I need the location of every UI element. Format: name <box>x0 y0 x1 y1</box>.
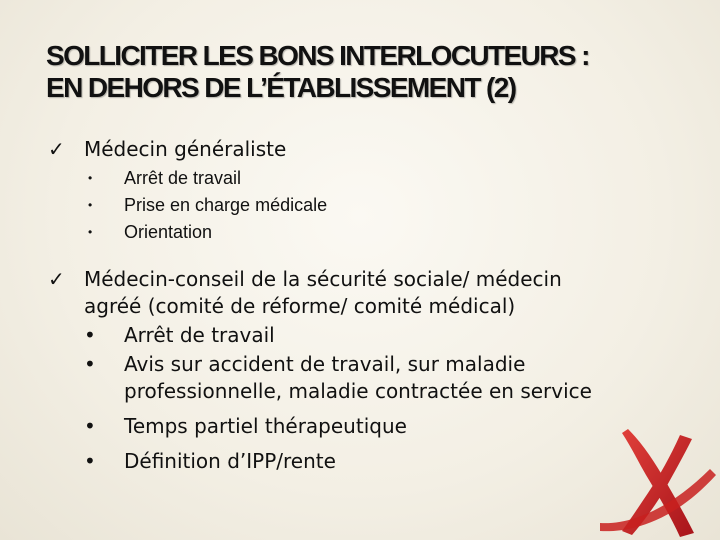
checkmark-icon: ✓ <box>48 137 65 161</box>
slide-title-line-2: EN DEHORS DE L’ÉTABLISSEMENT (2) <box>46 72 516 103</box>
list-item-text: Définition d’IPP/rente <box>124 449 336 473</box>
list-item-text: Orientation <box>124 222 213 242</box>
bullet-icon: • <box>84 449 96 473</box>
decorative-x-logo-icon <box>560 405 720 540</box>
section-heading-line-1: Médecin-conseil de la sécurité sociale/ médecin <box>84 267 562 291</box>
bullet-icon: • <box>84 414 96 438</box>
slide-title <box>46 40 696 104</box>
bullet-icon: • <box>88 225 93 239</box>
list-item-text-continued: professionnelle, maladie contractée en service <box>124 379 592 403</box>
section-heading-line-2: agréé (comité de réforme/ comité médical) <box>84 294 516 318</box>
list-item-text: Avis sur accident de travail, sur maladie <box>124 352 526 376</box>
bullet-icon: • <box>88 198 93 212</box>
slide-title-line-1: SOLLICITER LES BONS INTERLOCUTEURS : <box>46 40 589 71</box>
list-item <box>84 165 684 192</box>
bullet-icon: • <box>84 323 96 347</box>
bullet-icon: • <box>88 171 93 185</box>
list-item-text: Temps partiel thérapeutique <box>124 414 407 438</box>
list-item <box>84 351 684 405</box>
section-medecin-generaliste <box>44 136 684 246</box>
list-item <box>84 219 684 246</box>
list-item-text: Arrêt de travail <box>124 323 275 347</box>
bullet-list <box>84 165 684 246</box>
list-item-text: Arrêt de travail <box>124 168 242 188</box>
list-item <box>84 192 684 219</box>
list-item <box>84 322 684 349</box>
list-item-text: Prise en charge médicale <box>124 195 328 215</box>
bullet-icon: • <box>84 352 96 376</box>
section-heading: Médecin généraliste <box>84 137 287 161</box>
checkmark-icon: ✓ <box>48 267 65 291</box>
